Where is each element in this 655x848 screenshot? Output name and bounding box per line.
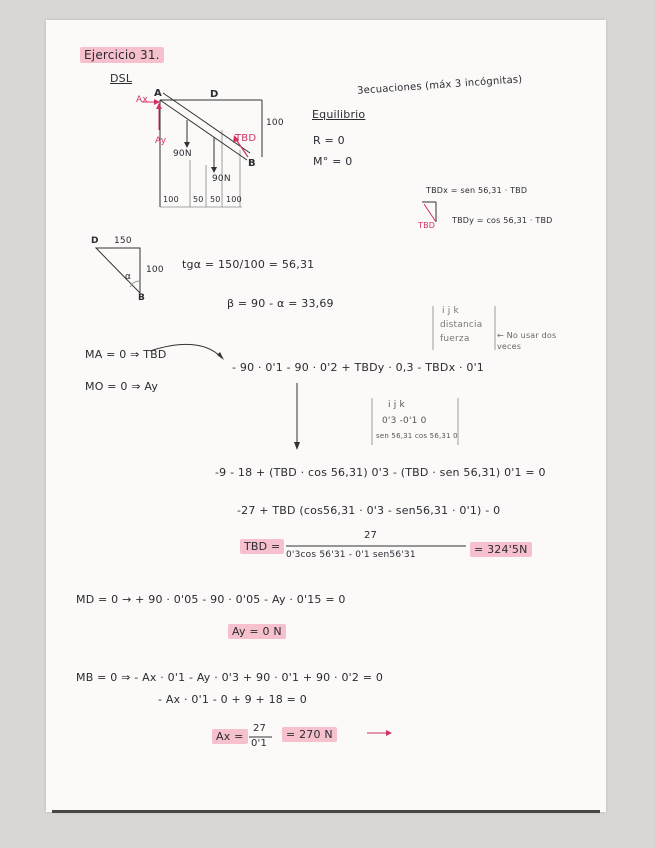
moment-expansion: - 90 · 0'1 - 90 · 0'2 + TBDy · 0,3 - TBDx · 0'1 (232, 361, 485, 374)
beta-angle: β = 90 - α = 33,69 (227, 297, 334, 310)
triangle-top-length: 150 (114, 236, 132, 246)
load-1-label: 90N (173, 149, 192, 159)
moment-equation: M° = 0 (313, 155, 353, 168)
point-b-label: B (248, 158, 256, 169)
exercise-title: Ejercicio 31. (80, 47, 164, 63)
dimension-1: 100 (163, 195, 179, 204)
moment-d-equation: MD = 0 → + 90 · 0'05 - 90 · 0'05 - Ay · 0'15 = 0 (76, 593, 346, 606)
triangle-side-length: 100 (146, 265, 164, 275)
tbd-numerator: 27 (364, 530, 378, 541)
ax-numerator: 27 (253, 723, 267, 734)
height-dimension: 100 (266, 118, 284, 128)
matrix-1-row-3: fuerza (440, 334, 470, 344)
tbd-small-label: TBD (418, 221, 436, 230)
dsl-label: DSL (110, 72, 133, 85)
ax-force-label: Ax (136, 95, 148, 105)
triangle-d-label: D (91, 236, 99, 246)
tbd-lhs: TBD = (240, 539, 284, 554)
equilibrium-heading: Equilibrio (312, 108, 366, 121)
triangle-b-label: B (138, 293, 146, 303)
matrix-1-row-2: distancia (440, 320, 483, 330)
point-a-label: A (154, 88, 162, 99)
tbdy-formula: TBDy = cos 56,31 · TBD (452, 216, 553, 225)
ax-result: = 270 N (282, 727, 337, 742)
ax-denominator: 0'1 (251, 738, 268, 749)
ax-lhs: Ax = (212, 729, 248, 744)
dimension-2: 50 (193, 195, 204, 204)
load-2-label: 90N (212, 174, 231, 184)
resultant-equation: R = 0 (313, 134, 345, 147)
moment-b-simplified: - Ax · 0'1 - 0 + 9 + 18 = 0 (158, 693, 307, 706)
point-d-label: D (210, 89, 219, 100)
tangent-alpha: tgα = 150/100 = 56,31 (182, 258, 315, 271)
matrix-1-row-1: i j k (442, 306, 459, 316)
tbd-result: = 324'5N (470, 542, 532, 557)
moment-b-equation: MB = 0 ⇒ - Ax · 0'1 - Ay · 0'3 + 90 · 0'1 + 90 · 0'2 = 0 (76, 671, 384, 684)
equations-note: 3ecuaciones (máx 3 incógnitas) (356, 74, 523, 97)
moment-o-equation: MO = 0 ⇒ Ay (85, 380, 159, 393)
matrix-2-row-3: sen 56,31 cos 56,31 0 (376, 432, 458, 440)
tbd-denominator: 0'3cos 56'31 - 0'1 sen56'31 (286, 550, 416, 560)
dimension-4: 100 (226, 195, 242, 204)
matrix-2-row-1: i j k (388, 400, 405, 410)
dimension-3: 50 (210, 195, 221, 204)
ay-force-label: Ay (155, 136, 167, 146)
triangle-alpha: α (125, 272, 132, 282)
moment-substituted: -9 - 18 + (TBD · cos 56,31) 0'3 - (TBD · sen 56,31) 0'1 = 0 (215, 466, 546, 479)
matrix-note: ← No usar dos veces (497, 331, 557, 351)
moment-simplified: -27 + TBD (cos56,31 · 0'3 - sen56,31 · 0'1) - 0 (237, 504, 501, 517)
moment-a-equation: MA = 0 ⇒ TBD (85, 348, 167, 361)
tbdx-formula: TBDx = sen 56,31 · TBD (426, 186, 528, 195)
matrix-2-row-2: 0'3 -0'1 0 (382, 416, 427, 426)
ay-result: Ay = 0 N (228, 624, 286, 639)
tbd-force-label: TBD (235, 133, 257, 144)
